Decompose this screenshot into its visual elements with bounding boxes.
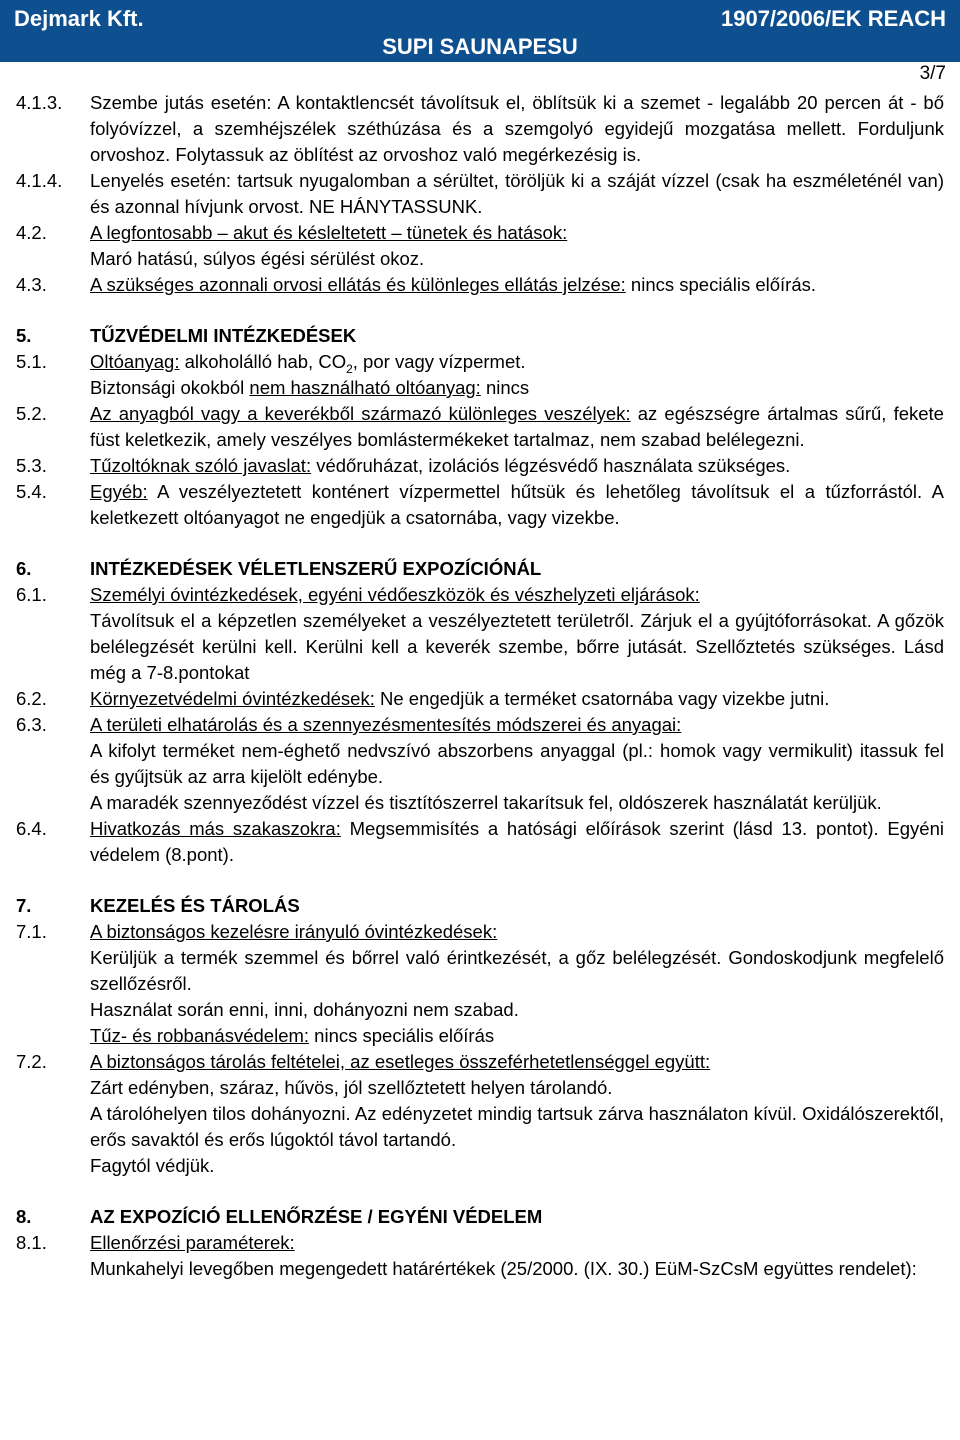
section-title: Oltóanyag: bbox=[90, 351, 180, 372]
section-text: Kerüljük a termék szemmel és bőrrel való érintkezését, a gőz belélegzését. Gondoskodjunk megfelelő szellőzésről. bbox=[90, 947, 944, 994]
page-number: 3/7 bbox=[919, 63, 946, 84]
section-5-heading bbox=[16, 323, 944, 349]
section-title: A biztonságos kezelésre irányuló óvintézkedések: bbox=[90, 921, 498, 942]
section-number: 5. bbox=[16, 325, 32, 346]
section-number: 7. bbox=[16, 895, 32, 916]
section-number: 5.4. bbox=[16, 481, 47, 502]
section-text: Szembe jutás esetén: A kontaktlencsét távolítsuk el, öblítsük ki a szemet - legalább 20 percen át - bő folyóvízzel, a szemhéjszélek széthúzása és a szemgolyó egyidejű mozgatása mellett. Forduljunk orvoshoz. Folytassuk az öblítést az orvoshoz való megérkezésig is. bbox=[90, 92, 944, 165]
section-title: A szükséges azonnali orvosi ellátás és különleges ellátás jelzése: bbox=[90, 274, 626, 295]
section-number: 6.2. bbox=[16, 688, 47, 709]
section-heading: INTÉZKEDÉSEK VÉLETLENSZERŰ EXPOZÍCIÓNÁL bbox=[90, 558, 542, 579]
section-number: 4.3. bbox=[16, 274, 47, 295]
section-text: Maró hatású, súlyos égési sérülést okoz. bbox=[90, 248, 425, 269]
section-text: Fagytól védjük. bbox=[90, 1155, 215, 1176]
section-title: Egyéb: bbox=[90, 481, 148, 502]
section-number: 5.2. bbox=[16, 403, 47, 424]
section-number: 4.2. bbox=[16, 222, 47, 243]
section-5-3 bbox=[16, 453, 944, 479]
section-number: 8. bbox=[16, 1206, 32, 1227]
section-text: Használat során enni, inni, dohányozni nem szabad. bbox=[90, 999, 519, 1020]
section-7-heading bbox=[16, 893, 944, 919]
section-8-1 bbox=[16, 1230, 944, 1282]
section-4-1-4 bbox=[16, 168, 944, 220]
section-text: Zárt edényben, száraz, hűvös, jól szellőztetett helyen tárolandó. bbox=[90, 1077, 613, 1098]
section-number: 6. bbox=[16, 558, 32, 579]
section-subtitle: Tűz- és robbanásvédelem: bbox=[90, 1025, 310, 1046]
section-heading: AZ EXPOZÍCIÓ ELLENŐRZÉSE / EGYÉNI VÉDELEM bbox=[90, 1206, 543, 1227]
section-heading: KEZELÉS ÉS TÁROLÁS bbox=[90, 895, 300, 916]
section-title: Hivatkozás más szakaszokra: bbox=[90, 818, 341, 839]
document-body bbox=[16, 90, 944, 1282]
section-title: Ellenőrzési paraméterek: bbox=[90, 1232, 295, 1253]
section-text: Munkahelyi levegőben megengedett határértékek (25/2000. (IX. 30.) EüM-SzCsM együttes rendelet): bbox=[90, 1258, 917, 1279]
section-number: 5.3. bbox=[16, 455, 47, 476]
section-7-2 bbox=[16, 1049, 944, 1179]
regulation-label: 1907/2006/EK REACH bbox=[720, 6, 946, 31]
section-5-2 bbox=[16, 401, 944, 453]
document-header bbox=[0, 0, 960, 62]
section-text: Megsemmisítés a hatósági előírások szerint (lásd 13. pontot). Egyéni védelem (8.pont). bbox=[90, 818, 944, 865]
section-number: 7.2. bbox=[16, 1051, 47, 1072]
section-title: Környezetvédelmi óvintézkedések: bbox=[90, 688, 375, 709]
section-text: Ne engedjük a terméket csatornába vagy vizekbe jutni. bbox=[374, 688, 830, 709]
section-text: nincs speciális előírás bbox=[309, 1025, 495, 1046]
section-7-1 bbox=[16, 919, 944, 1049]
section-title: A területi elhatárolás és a szennyezésmentesítés módszerei és anyagai: bbox=[90, 714, 682, 735]
section-text: A kifolyt terméket nem-éghető nedvszívó abszorbens anyaggal (pl.: homok vagy vermikulit) itassuk fel és gyűjtsük az arra kijelölt edénybe. bbox=[90, 740, 944, 787]
product-name: SUPI SAUNAPESU bbox=[382, 34, 578, 59]
section-title: Az anyagból vagy a keverékből származó különleges veszélyek: bbox=[90, 403, 631, 424]
section-6-2 bbox=[16, 686, 944, 712]
section-4-1-3 bbox=[16, 90, 944, 168]
section-title: A legfontosabb – akut és késleltetett – tünetek és hatások: bbox=[90, 222, 568, 243]
section-number: 6.1. bbox=[16, 584, 47, 605]
section-number: 8.1. bbox=[16, 1232, 47, 1253]
section-5-1 bbox=[16, 349, 944, 401]
section-heading: TŰZVÉDELMI INTÉZKEDÉSEK bbox=[90, 325, 357, 346]
subscript-2: 2 bbox=[346, 362, 353, 376]
section-title: nem használható oltóanyag: bbox=[249, 377, 481, 398]
section-text: védőruházat, izolációs légzésvédő használata szükséges. bbox=[311, 455, 791, 476]
section-number: 6.4. bbox=[16, 818, 47, 839]
section-8-heading bbox=[16, 1204, 944, 1230]
section-4-2 bbox=[16, 220, 944, 272]
section-title: Tűzoltóknak szóló javaslat: bbox=[90, 455, 312, 476]
section-6-3 bbox=[16, 712, 944, 816]
section-text: nincs speciális előírás. bbox=[625, 274, 817, 295]
section-6-1 bbox=[16, 582, 944, 686]
section-text: A tárolóhelyen tilos dohányozni. Az edényzetet mindig tartsuk zárva használaton kívül. Oxidálószerektől, erős savaktól és erős lúgoktól távol tartandó. bbox=[90, 1103, 944, 1150]
section-text: alkoholálló hab, CO bbox=[179, 351, 347, 372]
section-text: Biztonsági okokból bbox=[90, 377, 250, 398]
section-5-4 bbox=[16, 479, 944, 531]
section-number: 7.1. bbox=[16, 921, 47, 942]
section-text: , por vagy vízpermet. bbox=[352, 351, 526, 372]
section-text: A veszélyeztetett konténert vízpermettel hűtsük és lehetőleg távolítsuk el a tűzforrástól. A keletkezett oltóanyagot ne engedjük a csatornába, vagy vizekbe. bbox=[90, 481, 944, 528]
section-number: 5.1. bbox=[16, 351, 47, 372]
section-text: az egészségre ártalmas sűrű, fekete füst keletkezik, amely veszélyes bomlástermékeket tartalmaz, nem szabad belélegezni. bbox=[90, 403, 944, 450]
section-number: 6.3. bbox=[16, 714, 47, 735]
section-number: 4.1.4. bbox=[16, 170, 63, 191]
section-text: Távolítsuk el a képzetlen személyeket a veszélyeztetett területről. Zárjuk el a gyújtóforrásokat. A gőzök belélegzését kerülni kell. Kerülni kell a keverék szembe, bőrre jutását. Szellőztetés szükséges. Lásd még a 7-8.pontokat bbox=[90, 610, 944, 683]
section-text: Lenyelés esetén: tartsuk nyugalomban a sérültet, töröljük ki a száját vízzel (csak ha eszméleténél van) és azonnal hívjunk orvost. NE HÁNYTASSUNK. bbox=[90, 170, 944, 217]
section-text: nincs bbox=[480, 377, 530, 398]
section-number: 4.1.3. bbox=[16, 92, 63, 113]
section-text: A maradék szennyeződést vízzel és tisztítószerrel takarítsuk fel, oldószerek használatát kerüljük. bbox=[90, 792, 882, 813]
company-name: Dejmark Kft. bbox=[14, 6, 144, 31]
section-title: A biztonságos tárolás feltételei, az esetleges összeférhetetlenséggel együtt: bbox=[90, 1051, 711, 1072]
section-4-3 bbox=[16, 272, 944, 298]
section-6-4 bbox=[16, 816, 944, 868]
section-title: Személyi óvintézkedések, egyéni védőeszközök és vészhelyzeti eljárások: bbox=[90, 584, 700, 605]
section-6-heading bbox=[16, 556, 944, 582]
